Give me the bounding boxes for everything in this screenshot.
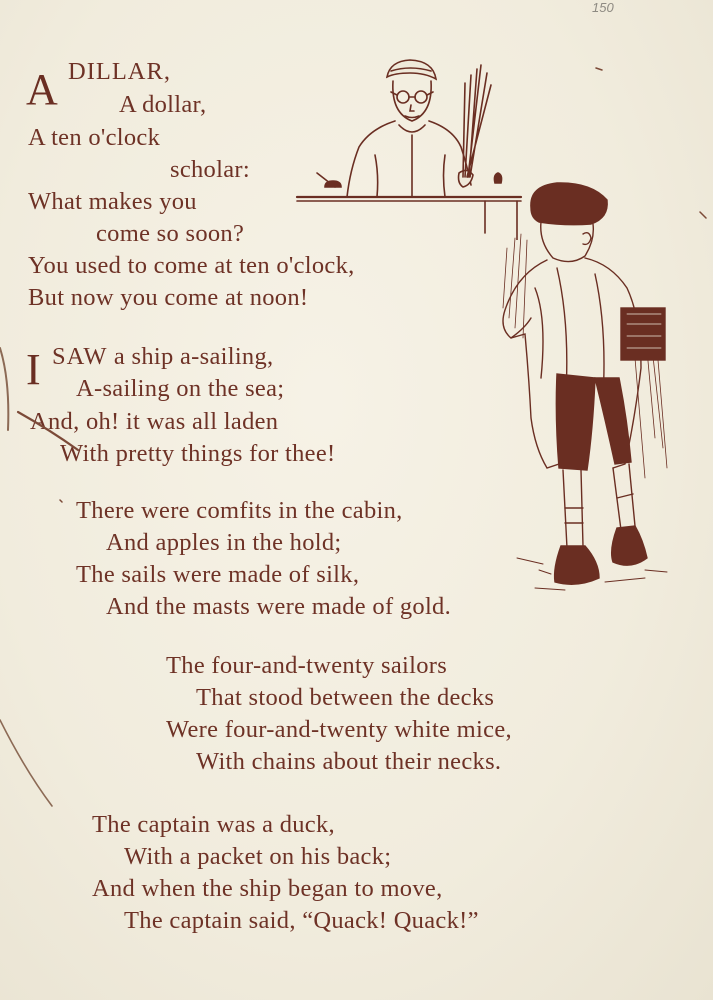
poem2-line: A-sailing on the sea;: [76, 375, 285, 402]
poem2-line: The captain said, “Quack! Quack!”: [124, 907, 479, 934]
poem1-line: scholar:: [170, 156, 250, 183]
poem2-line: With chains about their necks.: [196, 748, 502, 775]
poem1-line: You used to come at ten o'clock,: [28, 252, 355, 279]
poem2-line: And when the ship began to move,: [92, 875, 443, 902]
drop-cap-a: A: [26, 65, 58, 114]
poem1-line: come so soon?: [96, 220, 245, 247]
poem2-line: And, oh! it was all laden: [30, 408, 279, 435]
poem1-line: But now you come at noon!: [28, 284, 309, 311]
poem2-first-word: SAW: [52, 343, 108, 370]
poem2-line: And the masts were made of gold.: [106, 593, 452, 620]
poem2-line: Were four-and-twenty white mice,: [166, 716, 512, 743]
poem2-line: The captain was a duck,: [92, 811, 335, 838]
poem2-line: There were comfits in the cabin,: [76, 497, 403, 524]
poem1-line: What makes you: [28, 188, 197, 215]
poem1-line: A dollar,: [119, 91, 207, 118]
poem1-first-word: DILLAR,: [68, 58, 171, 85]
poem2-line: And apples in the hold;: [106, 529, 342, 556]
poem2-line: The four-and-twenty sailors: [166, 652, 448, 679]
drop-cap-i: I: [26, 345, 41, 394]
poem2-line: With a packet on his back;: [124, 843, 392, 870]
poem2-first-line-rest: a ship a-sailing,: [107, 343, 274, 370]
poem1-line: A ten o'clock: [28, 124, 161, 151]
poem2-line: With pretty things for thee!: [60, 440, 336, 467]
poem2-line: That stood between the decks: [196, 684, 495, 711]
page-number: 150: [592, 0, 614, 15]
poem2-line: The sails were made of silk,: [76, 561, 360, 588]
